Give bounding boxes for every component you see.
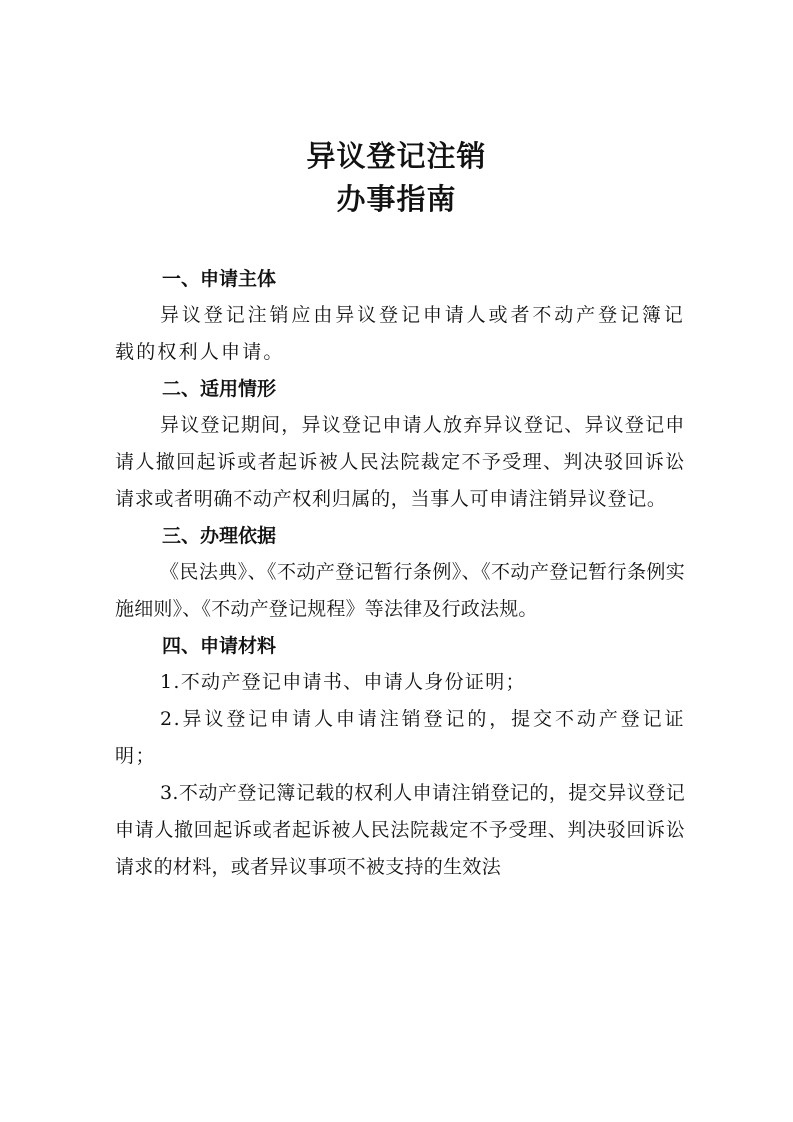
material-item-1: 1.不动产登记申请书、申请人身份证明； bbox=[160, 671, 526, 693]
document-subtitle: 办事指南 bbox=[336, 182, 457, 216]
document-title: 异议登记注销 bbox=[306, 139, 487, 173]
section-heading-applicable-cases: 二、适用情形 bbox=[162, 378, 277, 400]
document-body bbox=[115, 261, 685, 886]
section-heading-applicant: 一、申请主体 bbox=[162, 268, 277, 290]
paragraph-applicant: 异议登记注销应由异议登记申请人或者不动产登记簿记载的权利人申请。 bbox=[115, 304, 685, 363]
paragraph-legal-basis: 《民法典》、《不动产登记暂行条例》、《不动产登记暂行条例实施细则》、《不动产登记规程》等法律及行政法规。 bbox=[115, 561, 685, 620]
section-heading-legal-basis: 三、办理依据 bbox=[162, 525, 277, 547]
paragraph-applicable-cases: 异议登记期间，异议登记申请人放弃异议登记、异议登记申请人撤回起诉或者起诉被人民法院裁定不予受理、判决驳回诉讼请求或者明确不动产权利归属的，当事人可申请注销异议登记。 bbox=[115, 414, 685, 510]
section-heading-materials: 四、申请材料 bbox=[162, 635, 277, 657]
material-item-3: 3.不动产登记簿记载的权利人申请注销登记的，提交异议登记申请人撤回起诉或者起诉被人民法院裁定不予受理、判决驳回诉讼请求的材料，或者异议事项不被支持的生效法 bbox=[115, 782, 685, 878]
material-item-2: 2.异议登记申请人申请注销登记的，提交不动产登记证明； bbox=[115, 708, 685, 767]
